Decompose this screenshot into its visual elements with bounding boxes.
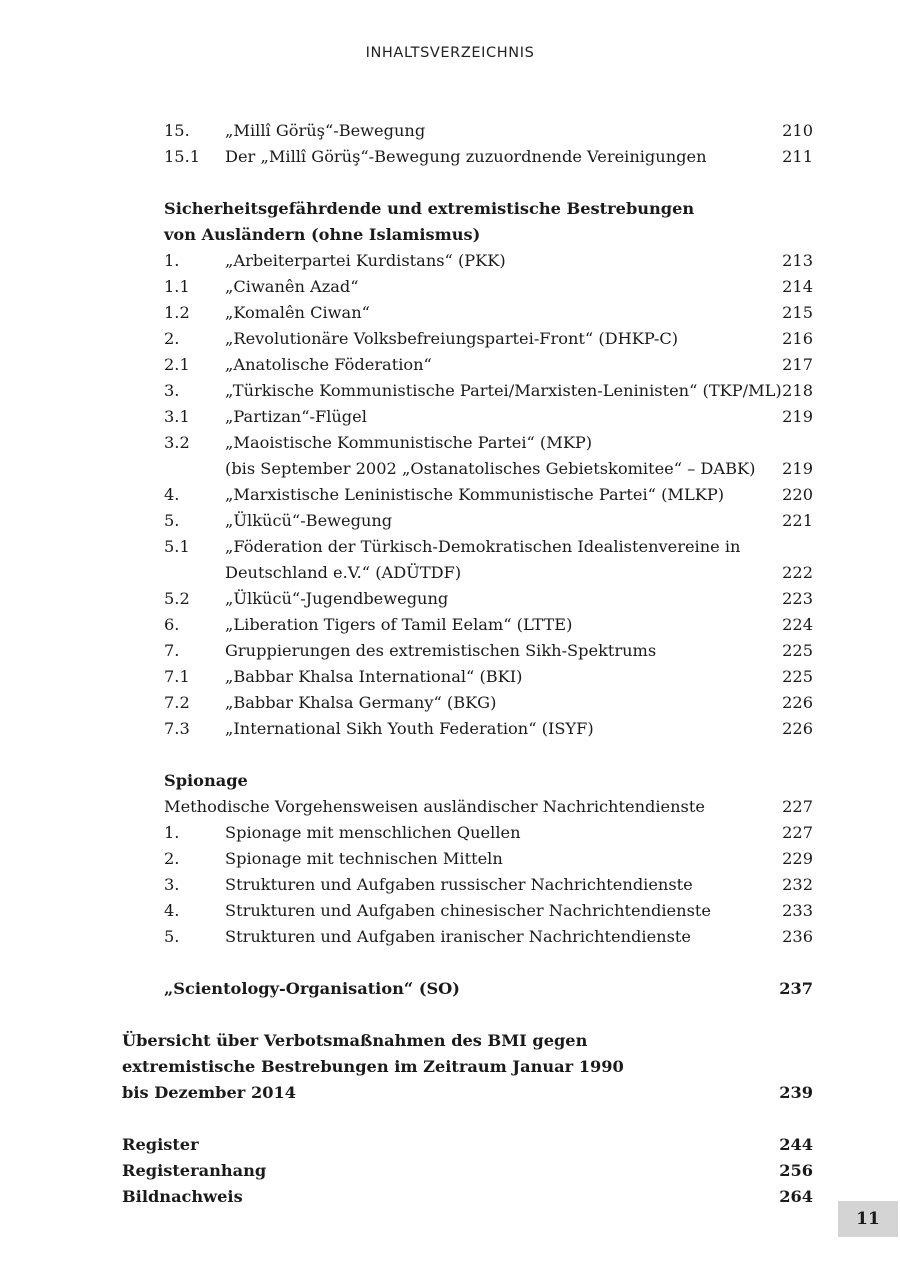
spacer xyxy=(0,742,900,768)
entry-title: „Liberation Tigers of Tamil Eelam“ (LTTE) xyxy=(225,615,573,634)
toc-entry xyxy=(0,508,900,534)
toc-entry xyxy=(0,1184,900,1210)
entry-page: 214 xyxy=(782,277,813,296)
entry-number: 1. xyxy=(164,251,180,270)
toc-entry xyxy=(0,144,900,170)
toc-entry xyxy=(0,1080,900,1106)
entry-page: 215 xyxy=(782,303,813,322)
entry-title: „Marxistische Leninistische Kommunistische Partei“ (MLKP) xyxy=(225,485,725,504)
toc-entry xyxy=(0,404,900,430)
entry-number: 1.1 xyxy=(164,277,190,296)
spacer xyxy=(0,1002,900,1028)
entry-number: 15. xyxy=(164,121,190,140)
toc-entry xyxy=(0,664,900,690)
entry-page: 232 xyxy=(782,875,813,894)
toc-entry xyxy=(0,118,900,144)
entry-page: 225 xyxy=(782,667,813,686)
entry-title: „Arbeiterpartei Kurdistans“ (PKK) xyxy=(225,251,506,270)
entry-title: Spionage xyxy=(164,771,248,790)
entry-title: „Ülkücü“-Bewegung xyxy=(225,511,393,530)
entry-page: 216 xyxy=(782,329,813,348)
toc-entry xyxy=(0,716,900,742)
entry-title: „Babbar Khalsa Germany“ (BKG) xyxy=(225,693,497,712)
toc-entry xyxy=(0,560,900,586)
entry-title: „Komalên Ciwan“ xyxy=(225,303,370,322)
entry-page: 233 xyxy=(782,901,813,920)
entry-title: „Ülkücü“-Jugendbewegung xyxy=(225,589,449,608)
entry-page: 221 xyxy=(782,511,813,530)
toc-entry xyxy=(0,612,900,638)
entry-number: 2.1 xyxy=(164,355,190,374)
entry-title: Registeranhang xyxy=(122,1161,267,1180)
toc-entry xyxy=(0,1158,900,1184)
entry-title: „Anatolische Föderation“ xyxy=(225,355,432,374)
entry-title: Methodische Vorgehensweisen ausländischer Nachrichtendienste xyxy=(164,797,705,816)
entry-page: 236 xyxy=(782,927,813,946)
entry-number: 4. xyxy=(164,901,180,920)
entry-number: 3. xyxy=(164,381,180,400)
entry-title: „Revolutionäre Volksbefreiungspartei-Front“ (DHKP-C) xyxy=(225,329,679,348)
entry-title: Strukturen und Aufgaben russischer Nachrichtendienste xyxy=(225,875,693,894)
entry-page: 223 xyxy=(782,589,813,608)
entry-title: Spionage mit menschlichen Quellen xyxy=(225,823,521,842)
toc-entry xyxy=(0,794,900,820)
entry-page: 227 xyxy=(782,797,813,816)
entry-number: 7.1 xyxy=(164,667,190,686)
entry-title: „Scientology-Organisation“ (SO) xyxy=(164,979,460,998)
entry-number: 1. xyxy=(164,823,180,842)
entry-number: 5.2 xyxy=(164,589,190,608)
toc-entry xyxy=(0,248,900,274)
toc-entry xyxy=(0,352,900,378)
entry-number: 7.3 xyxy=(164,719,190,738)
entry-page: 219 xyxy=(782,407,813,426)
entry-title: bis Dezember 2014 xyxy=(122,1083,297,1102)
entry-number: 15.1 xyxy=(164,147,201,166)
entry-number: 1.2 xyxy=(164,303,190,322)
entry-page: 226 xyxy=(782,719,813,738)
toc-entry xyxy=(0,300,900,326)
toc-entry xyxy=(0,482,900,508)
entry-number: 2. xyxy=(164,849,180,868)
entry-title: „International Sikh Youth Federation“ (ISYF) xyxy=(225,719,594,738)
page-number: 11 xyxy=(838,1201,898,1237)
entry-title: Register xyxy=(122,1135,199,1154)
toc-entry xyxy=(0,326,900,352)
entry-number: 2. xyxy=(164,329,180,348)
toc-entry xyxy=(0,222,900,248)
entry-page: 211 xyxy=(782,147,813,166)
entry-number: 7. xyxy=(164,641,180,660)
toc-entry xyxy=(0,586,900,612)
entry-page: 226 xyxy=(782,693,813,712)
entry-title: Bildnachweis xyxy=(122,1187,243,1206)
entry-page: 244 xyxy=(779,1135,813,1154)
entry-number: 5.1 xyxy=(164,537,190,556)
entry-title: Spionage mit technischen Mitteln xyxy=(225,849,503,868)
entry-title: (bis September 2002 „Ostanatolisches Gebietskomitee“ – DABK) xyxy=(225,459,756,478)
entry-page: 224 xyxy=(782,615,813,634)
entry-page: 218 xyxy=(782,381,813,400)
toc-entry xyxy=(0,1028,900,1054)
entry-page: 227 xyxy=(782,823,813,842)
entry-title: Der „Millî Görüş“-Bewegung zuzuordnende Vereinigungen xyxy=(225,147,707,166)
entry-page: 222 xyxy=(782,563,813,582)
entry-page: 264 xyxy=(779,1187,813,1206)
entry-title: „Föderation der Türkisch-Demokratischen Idealistenvereine in xyxy=(225,537,741,556)
toc-entry xyxy=(0,430,900,456)
table-of-contents xyxy=(0,118,900,1210)
entry-title: extremistische Bestrebungen im Zeitraum Januar 1990 xyxy=(122,1057,624,1076)
entry-number: 3. xyxy=(164,875,180,894)
spacer xyxy=(0,950,900,976)
running-header: INHALTSVERZEICHNIS xyxy=(365,45,535,61)
entry-number: 3.1 xyxy=(164,407,190,426)
toc-entry xyxy=(0,872,900,898)
entry-number: 5. xyxy=(164,511,180,530)
entry-title: Sicherheitsgefährdende und extremistische Bestrebungen xyxy=(164,199,695,218)
toc-entry xyxy=(0,274,900,300)
spacer xyxy=(0,170,900,196)
entry-page: 219 xyxy=(782,459,813,478)
toc-entry xyxy=(0,456,900,482)
entry-title: Übersicht über Verbotsmaßnahmen des BMI gegen xyxy=(122,1031,588,1050)
entry-title: Deutschland e.V.“ (ADÜTDF) xyxy=(225,563,462,582)
entry-title: von Ausländern (ohne Islamismus) xyxy=(164,225,481,244)
entry-page: 229 xyxy=(782,849,813,868)
entry-number: 7.2 xyxy=(164,693,190,712)
toc-entry xyxy=(0,898,900,924)
entry-number: 4. xyxy=(164,485,180,504)
entry-title: „Ciwanên Azad“ xyxy=(225,277,359,296)
entry-number: 3.2 xyxy=(164,433,190,452)
entry-title: Strukturen und Aufgaben iranischer Nachrichtendienste xyxy=(225,927,691,946)
entry-title: Gruppierungen des extremistischen Sikh-Spektrums xyxy=(225,641,657,660)
toc-entry xyxy=(0,378,900,404)
entry-number: 5. xyxy=(164,927,180,946)
toc-entry xyxy=(0,846,900,872)
entry-title: „Partizan“-Flügel xyxy=(225,407,367,426)
toc-entry xyxy=(0,1132,900,1158)
toc-entry xyxy=(0,924,900,950)
toc-entry xyxy=(0,638,900,664)
toc-entry xyxy=(0,1054,900,1080)
entry-page: 213 xyxy=(782,251,813,270)
toc-entry xyxy=(0,690,900,716)
entry-title: „Millî Görüş“-Bewegung xyxy=(225,121,426,140)
entry-page: 237 xyxy=(779,979,813,998)
toc-entry xyxy=(0,534,900,560)
entry-page: 239 xyxy=(779,1083,813,1102)
toc-entry xyxy=(0,976,900,1002)
spacer xyxy=(0,1106,900,1132)
entry-page: 225 xyxy=(782,641,813,660)
entry-page: 210 xyxy=(782,121,813,140)
entry-title: „Türkische Kommunistische Partei/Marxisten-Leninisten“ (TKP/ML) xyxy=(225,381,782,400)
entry-title: Strukturen und Aufgaben chinesischer Nachrichtendienste xyxy=(225,901,711,920)
entry-page: 217 xyxy=(782,355,813,374)
entry-title: „Babbar Khalsa International“ (BKI) xyxy=(225,667,523,686)
entry-page: 256 xyxy=(779,1161,813,1180)
toc-entry xyxy=(0,820,900,846)
toc-entry xyxy=(0,196,900,222)
entry-number: 6. xyxy=(164,615,180,634)
toc-entry xyxy=(0,768,900,794)
entry-page: 220 xyxy=(782,485,813,504)
entry-title: „Maoistische Kommunistische Partei“ (MKP) xyxy=(225,433,593,452)
